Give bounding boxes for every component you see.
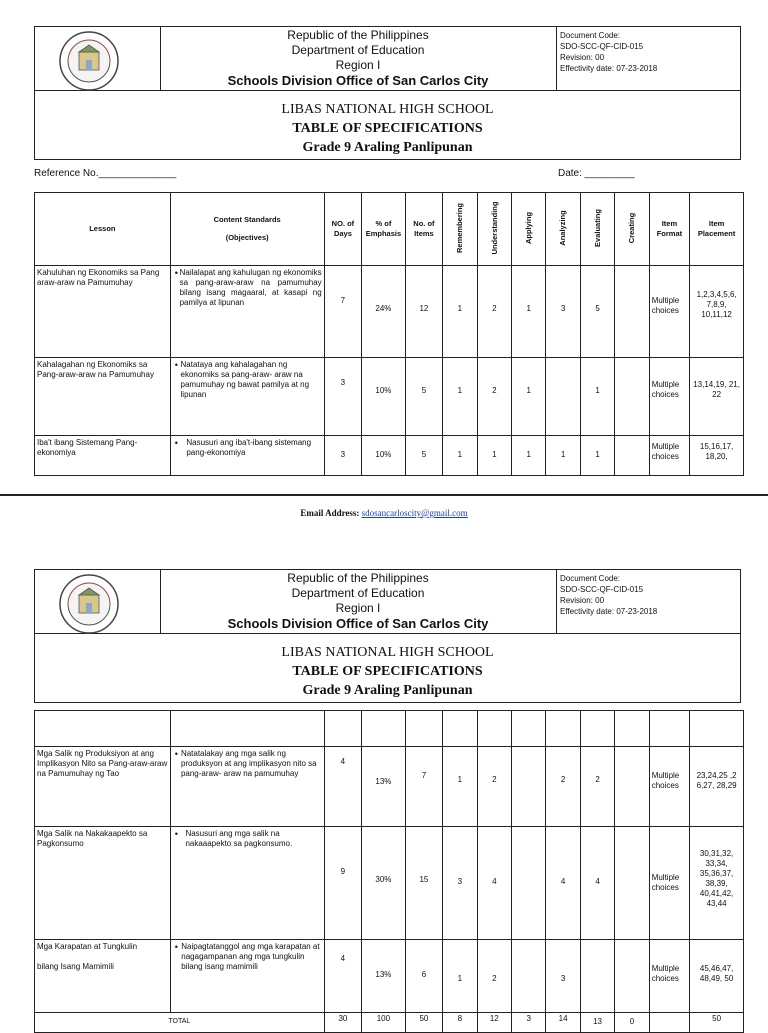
total-eva: 13 (593, 1017, 602, 1026)
app-cell: 1 (526, 450, 531, 459)
und-cell: 1 (492, 450, 497, 459)
items-cell: 12 (419, 304, 429, 313)
deped-seal-icon (58, 30, 120, 92)
effectivity: Effectivity date: 07-23-2018 (560, 64, 658, 73)
deped-text: Department of Education (291, 586, 425, 600)
ana-cell: 2 (560, 775, 566, 784)
revision: Revision: 00 (560, 53, 605, 62)
objective-cell: Natatalakay ang mga salik ng produksyon at ang implikasyon nito sa pang-araw- araw na pamumuhay (180, 749, 317, 778)
table-row: Mga Salik na Nakakaapekto sa Pagkonsumo • Nasusuri ang mga salik na nakaaapekto sa pagkonsumo. 9 30% 15 3 4 4 4 Multiple choices 30,31,32, 33,34, 35,36,37, 38,39, 40,41,42, 43,44 (35, 827, 744, 940)
days-cell: 9 (340, 867, 346, 876)
format-cell: Multiple choices (651, 964, 680, 983)
placement-cell: 15,16,17, 18,20, (699, 442, 734, 461)
total-emphasis: 100 (376, 1014, 391, 1023)
division-text: Schools Division Office of San Carlos City (227, 73, 489, 88)
format-cell: Multiple choices (651, 442, 680, 461)
eva-cell: 5 (595, 304, 600, 313)
table-row: Iba't ibang Sistemang Pang-ekonomiya • Nasusuri ang iba't-ibang sistemang pang-ekonomiya 3 10% 5 1 1 1 1 1 Multiple choices 15,16,17, 18,20, (35, 436, 744, 476)
doc-code-label: Document Code: (560, 574, 621, 583)
emphasis-cell: 24% (375, 304, 392, 313)
total-rem: 8 (457, 1014, 463, 1023)
objective-cell: Natataya ang kahalagahan ng ekonomiks sa pang-araw- araw na pamumuhay ng bawat pamilya at ng lipunan (180, 360, 310, 399)
eva-cell: 1 (595, 450, 600, 459)
republic-text: Republic of the Philippines (287, 571, 429, 585)
subject-title: Grade 9 Araling Panlipunan (302, 683, 473, 698)
deped-text: Department of Education (291, 43, 425, 57)
total-label: TOTAL (168, 1018, 191, 1025)
objective-cell: Nasusuri ang mga salik na nakaaapekto sa pagkonsumo. (185, 829, 293, 848)
placement-cell: 45,46,47, 48,49, 50 (699, 964, 734, 983)
col-analyzing: Analyzing (558, 210, 568, 246)
items-cell: 5 (421, 450, 427, 459)
app-cell: 1 (526, 386, 531, 395)
region-text: Region I (335, 601, 381, 615)
doc-code: SDO-SCC-QF-CID-015 (560, 585, 644, 594)
col-objectives: (Objectives) (225, 233, 269, 242)
ana-cell: 3 (560, 304, 566, 313)
reference-no: Reference No.______________ (34, 168, 177, 179)
rem-cell: 1 (457, 386, 463, 395)
total-ana: 14 (558, 1014, 568, 1023)
col-items: No. of Items (413, 219, 435, 238)
placement-cell: 13,14,19, 21, 22 (693, 380, 740, 399)
ana-cell: 1 (560, 450, 566, 459)
objective-cell: Naipagtatanggol ang mga karapatan at nagagampanan ang mga tungkulin bilang isang mamimili (181, 942, 320, 971)
spec-table-1 (34, 192, 744, 476)
col-content: Content Standards (213, 215, 281, 224)
revision: Revision: 00 (560, 596, 605, 605)
lesson-cell: Mga Salik ng Produksiyon at ang Implikasyon Nito sa Pang-araw-araw na Pamumuhay ng Tao (37, 749, 168, 778)
app-cell: 1 (526, 304, 531, 313)
division-text: Schools Division Office of San Carlos City (227, 616, 489, 631)
ana-cell: 3 (560, 974, 566, 983)
school-name: LIBAS NATIONAL HIGH SCHOOL (281, 645, 494, 660)
deped-seal-icon (58, 573, 120, 635)
items-cell: 7 (421, 771, 427, 780)
lesson-cell: Iba't ibang Sistemang Pang-ekonomiya (37, 438, 138, 457)
days-cell: 7 (340, 296, 346, 305)
table-row: Kahalagahan ng Ekonomiks sa Pang-araw-araw na Pamumuhay • Natataya ang kahalagahan ng ekonomiks sa pang-araw- araw na pamumuhay ng bawat pamilya at ng lipunan 3 10% 5 1 2 1 1 Multiple choices 13,14,19, 21, 22 (35, 358, 744, 436)
col-lesson: Lesson (89, 224, 116, 233)
format-cell: Multiple choices (651, 296, 680, 315)
email-link[interactable]: sdosancarloscity@gmail.com (361, 508, 468, 518)
date-field: Date: _________ (558, 168, 635, 179)
format-cell: Multiple choices (651, 380, 680, 399)
total-und: 12 (489, 1014, 499, 1023)
total-app: 3 (526, 1014, 531, 1023)
col-creating: Creating (627, 212, 637, 244)
col-applying: Applying (524, 211, 533, 245)
table-row: Mga Salik ng Produksiyon at ang Implikasyon Nito sa Pang-araw-araw na Pamumuhay ng Tao • Natatalakay ang mga salik ng produksyon at ang implikasyon nito sa pang-araw- araw na pamumuhay 4 13% 7 1 2 2 2 Multiple choices 23,24,25 ,2 6,27, 28,29 (35, 747, 744, 827)
lesson-cell: Mga Karapatan at Tungkulin (37, 942, 138, 951)
total-days: 30 (338, 1014, 348, 1023)
placement-cell: 1,2,3,4,5,6, 7,8,9, 10,11,12 (696, 290, 737, 319)
page-separator (0, 494, 768, 496)
table-row: Mga Karapatan at Tungkulin bilang Isang Mamimili • Naipagtatanggol ang mga karapatan at nagagampanan ang mga tungkulin bilang isang mamimili 4 13% 6 1 2 3 Multiple choices 45,46,47, 48,49, 50 (35, 940, 744, 1013)
emphasis-cell: 30% (375, 875, 392, 884)
spec-table-2 (34, 710, 744, 1033)
items-cell: 5 (421, 386, 427, 395)
lesson-cell: Kahalagahan ng Ekonomiks sa Pang-araw-araw na Pamumuhay (37, 360, 154, 379)
republic-text: Republic of the Philippines (287, 28, 429, 42)
eva-cell: 4 (595, 877, 600, 886)
email-label: Email Address: (300, 508, 360, 518)
col-evaluating: Evaluating (592, 209, 602, 247)
ana-cell: 4 (560, 877, 566, 886)
total-cre: 0 (629, 1017, 635, 1026)
und-cell: 2 (492, 304, 497, 313)
objective-cell: Nailalapat ang kahulugan ng ekonomiks sa pang-araw-araw na pamumuhay bilang isang magaaral, at kasapi ng pamilya at lipunan (179, 268, 322, 307)
placement-cell: 30,31,32, 33,34, 35,36,37, 38,39, 40,41,42, 43,44 (699, 849, 734, 908)
und-cell: 2 (492, 775, 497, 784)
total-placement: 50 (712, 1014, 722, 1023)
table-row: Kahuluhan ng Ekonomiks sa Pang araw-araw na Pamumuhay • Nailalapat ang kahulugan ng ekonomiks sa pang-araw-araw na pamumuhay bilang isang magaaral, at kasapi ng pamilya at lipunan 7 24% 12 1 2 1 3 5 Multiple choices 1,2,3,4,5,6, 7,8,9, 10,11,12 (35, 266, 744, 358)
format-cell: Multiple choices (651, 771, 680, 790)
eva-cell: 2 (595, 775, 600, 784)
school-name: LIBAS NATIONAL HIGH SCHOOL (281, 102, 494, 117)
col-understanding: Understanding (489, 201, 499, 255)
lesson-cell: Mga Salik na Nakakaapekto sa Pagkonsumo (37, 829, 148, 848)
col-placement: Item Placement (697, 219, 736, 238)
rem-cell: 3 (457, 877, 463, 886)
items-cell: 6 (421, 970, 427, 979)
days-cell: 4 (340, 757, 346, 766)
col-format: Item Format (656, 219, 683, 238)
days-cell: 3 (340, 378, 346, 387)
eva-cell: 1 (595, 386, 600, 395)
emphasis-cell: 13% (375, 777, 392, 786)
days-cell: 3 (340, 450, 346, 459)
document-title: TABLE OF SPECIFICATIONS (292, 664, 483, 679)
effectivity: Effectivity date: 07-23-2018 (560, 607, 658, 616)
doc-code: SDO-SCC-QF-CID-015 (560, 42, 644, 51)
email-footer (0, 508, 768, 518)
rem-cell: 1 (457, 775, 463, 784)
und-cell: 4 (492, 877, 497, 886)
und-cell: 2 (492, 974, 497, 983)
objective-cell: Nasusuri ang iba't-ibang sistemang pang-ekonomiya (186, 438, 312, 457)
und-cell: 2 (492, 386, 497, 395)
lesson-cell-cont: bilang Isang Mamimili (37, 962, 114, 971)
emphasis-cell: 10% (375, 450, 392, 459)
lesson-cell: Kahuluhan ng Ekonomiks sa Pang araw-araw na Pamumuhay (37, 268, 160, 287)
items-cell: 15 (419, 875, 429, 884)
emphasis-cell: 10% (375, 386, 392, 395)
region-text: Region I (335, 58, 381, 72)
total-items: 50 (419, 1014, 429, 1023)
doc-code-label: Document Code: (560, 31, 621, 40)
col-days: NO. of Days (331, 219, 355, 238)
total-row (35, 1013, 744, 1033)
format-cell: Multiple choices (651, 873, 680, 892)
placement-cell: 23,24,25 ,2 6,27, 28,29 (696, 771, 737, 790)
rem-cell: 1 (457, 304, 463, 313)
days-cell: 4 (340, 954, 346, 963)
rem-cell: 1 (457, 450, 463, 459)
emphasis-cell: 13% (375, 970, 392, 979)
col-emphasis: % of Emphasis (365, 219, 402, 238)
col-remembering: Remembering (455, 203, 465, 254)
subject-title: Grade 9 Araling Panlipunan (302, 140, 473, 155)
rem-cell: 1 (457, 974, 463, 983)
document-title: TABLE OF SPECIFICATIONS (292, 121, 483, 136)
